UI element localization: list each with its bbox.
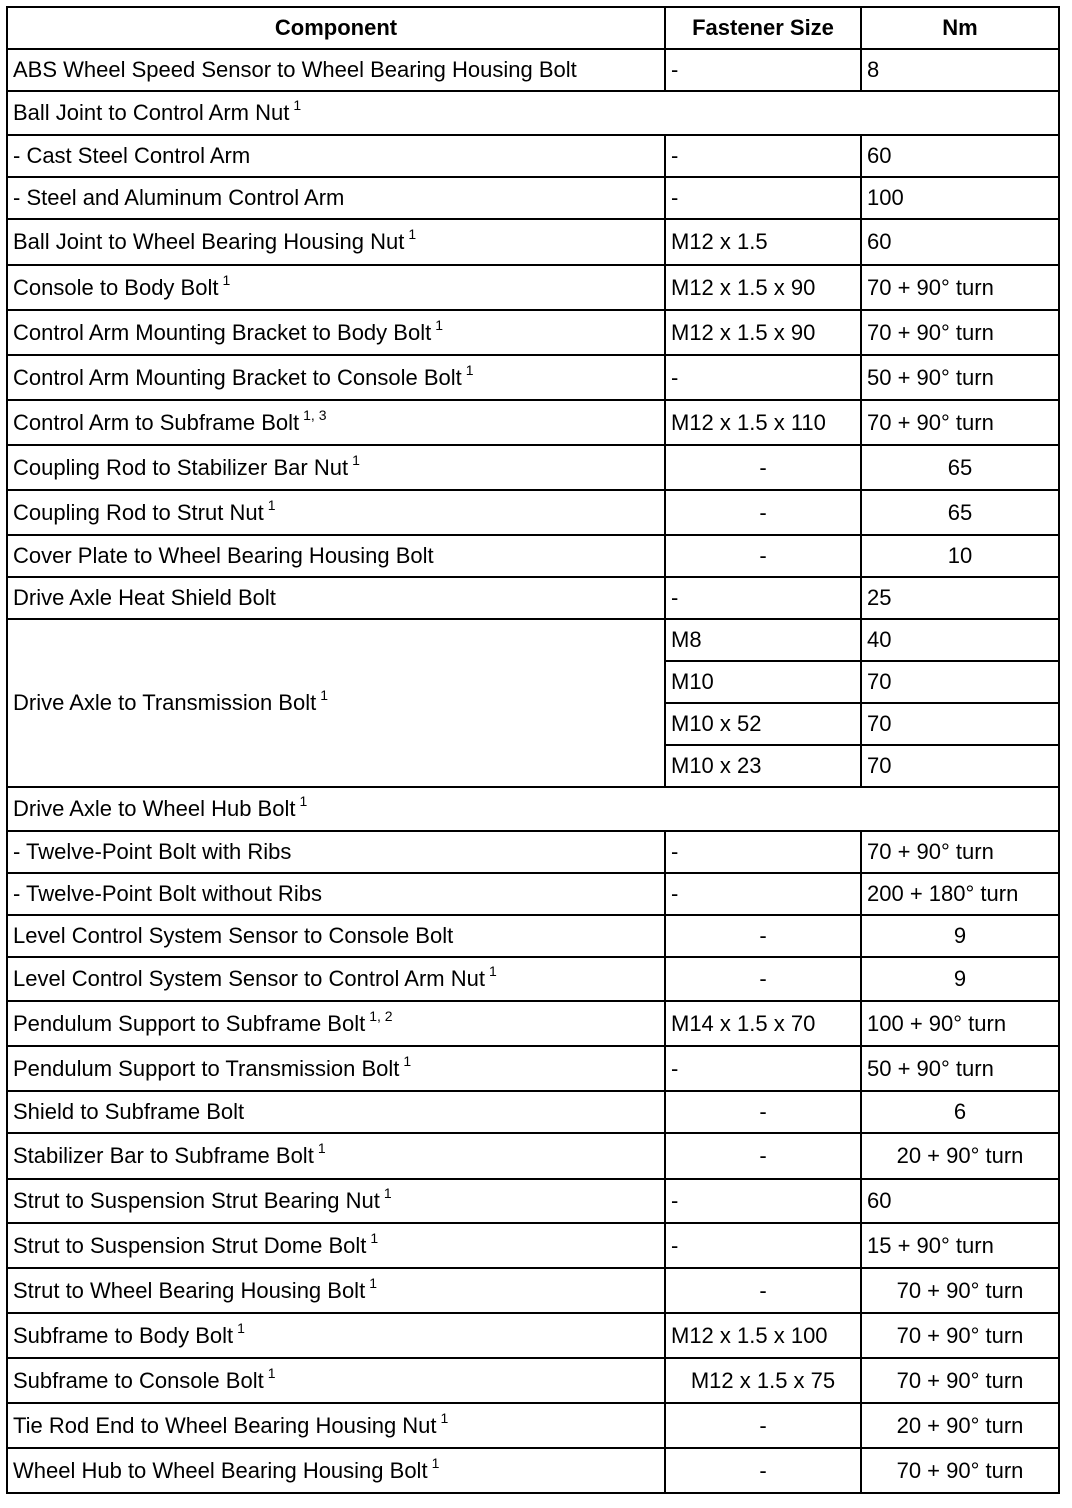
component-cell — [7, 1179, 665, 1223]
component-name: Control Arm Mounting Bracket to Console Bolt — [13, 364, 462, 390]
fastener-size-cell: - — [665, 873, 861, 915]
footnote-ref: 1 — [267, 496, 276, 513]
table-row — [7, 400, 1059, 445]
fastener-size-cell: M10 — [665, 661, 861, 703]
header-component: Component — [7, 7, 665, 49]
fastener-size-cell: M14 x 1.5 x 70 — [665, 1001, 861, 1046]
footnote-ref: 1 — [237, 1319, 245, 1336]
nm-cell: 70 + 90° turn — [861, 831, 1059, 873]
nm-cell: 70 — [861, 661, 1059, 703]
fastener-size-cell: M12 x 1.5 — [665, 219, 861, 265]
nm-cell: 200 + 180° turn — [861, 873, 1059, 915]
component-name: Level Control System Sensor to Control Arm Nut — [13, 966, 485, 991]
fastener-size-cell: - — [665, 355, 861, 400]
nm-cell: 70 + 90° turn — [861, 400, 1059, 445]
table-row — [7, 873, 1059, 915]
component-name: Pendulum Support to Subframe Bolt — [13, 1010, 366, 1036]
fastener-size-cell: - — [665, 1448, 861, 1493]
table-row — [7, 1179, 1059, 1223]
fastener-size-cell: - — [665, 1403, 861, 1448]
fastener-size-cell: M12 x 1.5 x 110 — [665, 400, 861, 445]
component-name: Pendulum Support to Transmission Bolt — [13, 1055, 400, 1081]
component-cell — [7, 310, 665, 355]
table-row — [7, 445, 1059, 490]
component-cell — [7, 873, 665, 915]
nm-cell: 100 + 90° turn — [861, 1001, 1059, 1046]
footnote-ref: 1 — [370, 1229, 379, 1246]
torque-spec-table — [6, 6, 1060, 1494]
table-row — [7, 1133, 1059, 1179]
fastener-size-cell: - — [665, 1268, 861, 1313]
fastener-size-cell: M8 — [665, 619, 861, 661]
nm-cell: 70 + 90° turn — [861, 1448, 1059, 1493]
table-row — [7, 957, 1059, 1001]
component-name: Subframe to Body Bolt — [13, 1322, 234, 1348]
footnote-ref: 1 — [352, 451, 360, 468]
fastener-size-cell: M10 x 23 — [665, 745, 861, 787]
table-row — [7, 490, 1059, 535]
table-row — [7, 219, 1059, 265]
table-row — [7, 265, 1059, 310]
nm-cell: 70 + 90° turn — [861, 310, 1059, 355]
component-cell — [7, 91, 1059, 135]
component-name: Drive Axle Heat Shield Bolt — [13, 585, 276, 610]
table-row — [7, 831, 1059, 873]
header-nm: Nm — [861, 7, 1059, 49]
footnote-ref: 1 — [222, 271, 231, 288]
fastener-size-cell: - — [665, 1133, 861, 1179]
footnote-ref: 1, 3 — [303, 406, 327, 423]
table-row — [7, 535, 1059, 577]
fastener-size-cell: - — [665, 1179, 861, 1223]
nm-cell: 15 + 90° turn — [861, 1223, 1059, 1268]
component-cell — [7, 1223, 665, 1268]
component-cell — [7, 787, 1059, 831]
footnote-ref: 1, 2 — [369, 1007, 393, 1024]
table-row — [7, 619, 1059, 661]
nm-cell: 70 — [861, 745, 1059, 787]
fastener-size-cell: - — [665, 49, 861, 91]
table-row — [7, 1001, 1059, 1046]
component-cell — [7, 619, 665, 787]
table-row — [7, 577, 1059, 619]
component-name: Strut to Suspension Strut Dome Bolt — [13, 1232, 367, 1258]
fastener-size-cell: M10 x 52 — [665, 703, 861, 745]
nm-cell: 70 — [861, 703, 1059, 745]
component-name: Subframe to Console Bolt — [13, 1367, 264, 1393]
footnote-ref: 1 — [267, 1364, 276, 1381]
component-name: Drive Axle to Transmission Bolt — [13, 690, 317, 715]
footnote-ref: 1 — [320, 687, 329, 703]
group-header-row — [7, 787, 1059, 831]
component-cell — [7, 135, 665, 177]
footnote-ref: 1 — [435, 316, 443, 333]
component-name: Coupling Rod to Stabilizer Bar Nut — [13, 454, 349, 480]
component-cell — [7, 915, 665, 957]
component-cell — [7, 1268, 665, 1313]
component-cell — [7, 400, 665, 445]
component-name: Level Control System Sensor to Console Bolt — [13, 923, 454, 948]
group-header-row — [7, 91, 1059, 135]
fastener-size-cell: - — [665, 1046, 861, 1091]
nm-cell: 50 + 90° turn — [861, 1046, 1059, 1091]
footnote-ref: 1 — [299, 793, 308, 809]
nm-cell: 20 + 90° turn — [861, 1133, 1059, 1179]
nm-cell: 70 + 90° turn — [861, 1313, 1059, 1358]
component-name: Drive Axle to Wheel Hub Bolt — [13, 796, 296, 821]
component-cell — [7, 577, 665, 619]
header-fastener-size: Fastener Size — [665, 7, 861, 49]
component-cell — [7, 535, 665, 577]
component-cell — [7, 177, 665, 219]
table-row — [7, 310, 1059, 355]
table-row — [7, 135, 1059, 177]
component-cell — [7, 445, 665, 490]
nm-cell: 60 — [861, 1179, 1059, 1223]
nm-cell: 100 — [861, 177, 1059, 219]
nm-cell: 70 + 90° turn — [861, 265, 1059, 310]
footnote-ref: 1 — [383, 1185, 392, 1201]
footnote-ref: 1 — [431, 1454, 440, 1471]
component-name: Control Arm to Subframe Bolt — [13, 409, 300, 435]
component-name: - Cast Steel Control Arm — [13, 143, 251, 168]
table-row — [7, 1268, 1059, 1313]
footnote-ref: 1 — [369, 1274, 377, 1291]
component-name: ABS Wheel Speed Sensor to Wheel Bearing Housing Bolt — [13, 57, 577, 82]
component-name: Ball Joint to Wheel Bearing Housing Nut — [13, 229, 405, 254]
component-cell — [7, 265, 665, 310]
fastener-size-cell: - — [665, 577, 861, 619]
component-cell — [7, 831, 665, 873]
nm-cell: 70 + 90° turn — [861, 1268, 1059, 1313]
component-name: Stabilizer Bar to Subframe Bolt — [13, 1143, 314, 1168]
fastener-size-cell: M12 x 1.5 x 90 — [665, 265, 861, 310]
component-cell — [7, 1133, 665, 1179]
nm-cell: 60 — [861, 135, 1059, 177]
footnote-ref: 1 — [317, 1140, 326, 1156]
component-name: - Twelve-Point Bolt with Ribs — [13, 839, 292, 864]
fastener-size-cell: - — [665, 1223, 861, 1268]
component-cell — [7, 1358, 665, 1403]
fastener-size-cell: - — [665, 831, 861, 873]
component-name: Strut to Wheel Bearing Housing Bolt — [13, 1277, 366, 1303]
component-name: Tie Rod End to Wheel Bearing Housing Nut — [13, 1412, 437, 1438]
component-cell — [7, 957, 665, 1001]
component-cell — [7, 1448, 665, 1493]
table-row — [7, 177, 1059, 219]
header-row — [7, 7, 1059, 49]
fastener-size-cell: - — [665, 445, 861, 490]
component-cell — [7, 1091, 665, 1133]
nm-cell: 50 + 90° turn — [861, 355, 1059, 400]
fastener-size-cell: M12 x 1.5 x 100 — [665, 1313, 861, 1358]
component-name: Shield to Subframe Bolt — [13, 1099, 245, 1124]
nm-cell: 20 + 90° turn — [861, 1403, 1059, 1448]
component-cell — [7, 219, 665, 265]
nm-cell: 8 — [861, 49, 1059, 91]
table-row — [7, 915, 1059, 957]
fastener-size-cell: M12 x 1.5 x 90 — [665, 310, 861, 355]
nm-cell: 40 — [861, 619, 1059, 661]
component-name: - Steel and Aluminum Control Arm — [13, 185, 345, 210]
footnote-ref: 1 — [403, 1052, 412, 1069]
nm-cell: 60 — [861, 219, 1059, 265]
component-cell — [7, 49, 665, 91]
component-cell — [7, 355, 665, 400]
component-name: Cover Plate to Wheel Bearing Housing Bolt — [13, 543, 434, 568]
component-name: Strut to Suspension Strut Bearing Nut — [13, 1188, 380, 1213]
component-name: Coupling Rod to Strut Nut — [13, 499, 264, 525]
component-name: Console to Body Bolt — [13, 274, 219, 300]
table-row — [7, 1448, 1059, 1493]
nm-cell: 70 + 90° turn — [861, 1358, 1059, 1403]
table-row — [7, 1313, 1059, 1358]
fastener-size-cell: - — [665, 490, 861, 535]
component-cell — [7, 490, 665, 535]
table-row — [7, 355, 1059, 400]
table-row — [7, 1223, 1059, 1268]
table-row — [7, 1358, 1059, 1403]
nm-cell: 10 — [861, 535, 1059, 577]
table-row — [7, 1091, 1059, 1133]
fastener-size-cell: - — [665, 1091, 861, 1133]
footnote-ref: 1 — [465, 361, 474, 378]
footnote-ref: 1 — [440, 1409, 449, 1426]
footnote-ref: 1 — [293, 97, 302, 113]
nm-cell: 6 — [861, 1091, 1059, 1133]
nm-cell: 9 — [861, 957, 1059, 1001]
fastener-size-cell: - — [665, 177, 861, 219]
fastener-size-cell: M12 x 1.5 x 75 — [665, 1358, 861, 1403]
component-cell — [7, 1313, 665, 1358]
fastener-size-cell: - — [665, 915, 861, 957]
nm-cell: 9 — [861, 915, 1059, 957]
component-name: Ball Joint to Control Arm Nut — [13, 100, 290, 125]
footnote-ref: 1 — [488, 963, 497, 979]
component-cell — [7, 1001, 665, 1046]
component-name: Control Arm Mounting Bracket to Body Bolt — [13, 319, 432, 345]
component-cell — [7, 1046, 665, 1091]
component-name: - Twelve-Point Bolt without Ribs — [13, 881, 322, 906]
fastener-size-cell: - — [665, 535, 861, 577]
fastener-size-cell: - — [665, 957, 861, 1001]
component-cell — [7, 1403, 665, 1448]
nm-cell: 65 — [861, 490, 1059, 535]
table-row — [7, 49, 1059, 91]
table-row — [7, 1046, 1059, 1091]
nm-cell: 25 — [861, 577, 1059, 619]
nm-cell: 65 — [861, 445, 1059, 490]
table-row — [7, 1403, 1059, 1448]
component-name: Wheel Hub to Wheel Bearing Housing Bolt — [13, 1457, 428, 1483]
fastener-size-cell: - — [665, 135, 861, 177]
footnote-ref: 1 — [408, 226, 417, 242]
